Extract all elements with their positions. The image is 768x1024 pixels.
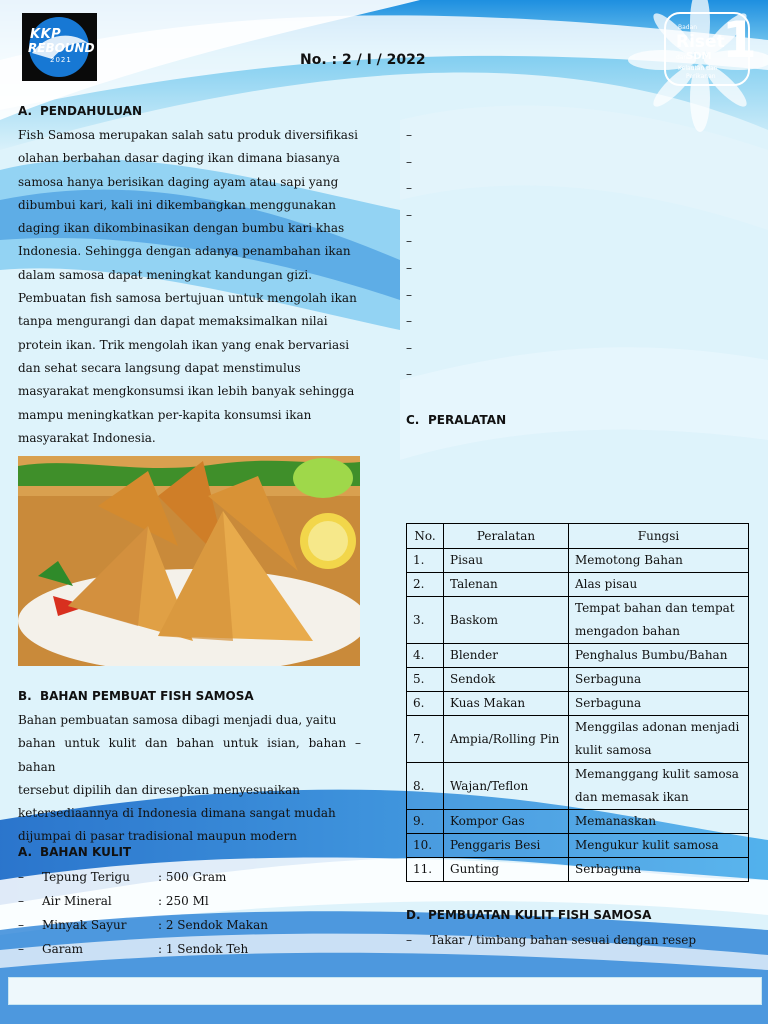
document-number: No. : 2 / I / 2022	[300, 52, 426, 68]
cell-tool: Talenan	[444, 573, 569, 597]
list-item	[406, 928, 696, 952]
right-dash-list	[406, 122, 412, 388]
heading-bahan-kulit	[18, 845, 131, 859]
paragraph-line: mampu meningkatkan per-kapita konsumsi ikan	[18, 407, 312, 422]
cell-tool: Wajan/Teflon	[444, 763, 569, 810]
ingredient-name: Air Mineral	[42, 894, 112, 908]
cell-function: Penghalus Bumbu/Bahan	[569, 644, 749, 668]
heading-title: PENDAHULUAN	[40, 104, 142, 118]
logo-perikanan: Perikanan	[686, 73, 716, 80]
samosa-illustration	[18, 456, 360, 666]
cell-tool: Kuas Makan	[444, 692, 569, 716]
paragraph-line: Indonesia. Sehingga dengan adanya penambahan ikan	[18, 244, 351, 259]
dash-bullet: –	[406, 207, 412, 222]
kkp-rebound-logo	[22, 13, 97, 81]
paragraph-line: tanpa mengurangi dan dapat memaksimalkan nilai	[18, 314, 328, 329]
table-row	[407, 573, 749, 597]
logo-line1: KKP	[30, 27, 62, 42]
dash-bullet: –	[406, 181, 412, 196]
table-row	[407, 597, 749, 644]
logo-badan: Badan	[678, 24, 698, 31]
table-row	[407, 810, 749, 834]
dash-bullet: –	[406, 314, 412, 329]
paragraph-line: tersebut dipilih dan diresepkan menyesuaikan	[18, 782, 300, 797]
cell-no: 6.	[407, 692, 444, 716]
cell-function: Serbaguna	[569, 668, 749, 692]
ingredient-qty: : 2 Sendok Makan	[158, 918, 268, 932]
list-item	[18, 889, 268, 913]
paragraph-line: olahan berbahan dasar daging ikan dimana biasanya	[18, 151, 340, 166]
ingredient-qty: : 500 Gram	[158, 870, 227, 884]
cell-no: 3.	[407, 597, 444, 644]
cell-function: Menggilas adonan menjadi kulit samosa	[569, 716, 749, 763]
heading-letter: C.	[406, 413, 420, 427]
list-item	[18, 913, 268, 937]
heading-title: PERALATAN	[428, 413, 507, 427]
column-header-no: No.	[407, 524, 444, 549]
bahan-paragraph	[18, 709, 361, 849]
paragraph-line: masyarakat mengkonsumsi ikan lebih banyak sehingga	[18, 384, 355, 399]
dash-bullet: –	[406, 128, 412, 142]
list-item	[18, 865, 268, 889]
table-row	[407, 668, 749, 692]
cell-tool: Blender	[444, 644, 569, 668]
cell-no: 9.	[407, 810, 444, 834]
cell-no: 8.	[407, 763, 444, 810]
cell-tool: Gunting	[444, 858, 569, 882]
samosa-photo	[18, 456, 360, 666]
cell-no: 5.	[407, 668, 444, 692]
cell-function: Serbaguna	[569, 858, 749, 882]
heading-letter: A.	[18, 104, 33, 118]
ingredient-qty: : 250 Ml	[158, 894, 209, 908]
dash-bullet: –	[18, 870, 24, 884]
dash-bullet: –	[406, 260, 412, 275]
ingredient-qty: : 1 Sendok Teh	[158, 942, 249, 956]
paragraph-line: protein ikan. Trik mengolah ikan yang enak bervariasi	[18, 337, 350, 352]
paragraph-line: dibumbui kari, kali ini dikembangkan menggunakan	[18, 197, 336, 212]
cell-tool: Baskom	[444, 597, 569, 644]
step-text: Takar / timbang bahan sesuai dengan resep	[430, 933, 697, 947]
cell-no: 4.	[407, 644, 444, 668]
cell-no: 7.	[407, 716, 444, 763]
table-row	[407, 692, 749, 716]
heading-title: BAHAN PEMBUAT FISH SAMOSA	[40, 689, 254, 703]
logo-riset: Riset	[676, 32, 725, 52]
cell-function: Memanggang kulit samosa dan memasak ikan	[569, 763, 749, 810]
paragraph-line: Pembuatan fish samosa bertujuan untuk mengolah ikan	[18, 291, 357, 306]
logo-kelautan: Kelautan dan	[678, 65, 718, 72]
paragraph-line: dijumpai di pasar tradisional maupun modern	[18, 829, 297, 844]
paragraph-line: samosa hanya berisikan daging ayam atau sapi yang	[18, 174, 339, 189]
cell-tool: Ampia/Rolling Pin	[444, 716, 569, 763]
heading-peralatan	[406, 413, 506, 427]
dash-bullet: –	[18, 942, 24, 956]
table-row	[407, 834, 749, 858]
logo-year: 2021	[50, 56, 72, 64]
footer-bar	[8, 977, 762, 1005]
cell-function: Tempat bahan dan tempat mengadon bahan	[569, 597, 749, 644]
bahan-kulit-list	[18, 865, 268, 961]
list-item	[18, 937, 268, 961]
heading-title: BAHAN KULIT	[40, 845, 132, 859]
paragraph-line: dalam samosa dapat meningkat kandungan gizi.	[18, 267, 313, 282]
heading-bahan-pembuat	[18, 689, 254, 703]
paragraph-line: Fish Samosa merupakan salah satu produk diversifikasi	[18, 128, 358, 142]
cell-tool: Kompor Gas	[444, 810, 569, 834]
cell-tool: Pisau	[444, 549, 569, 573]
dash-bullet: –	[406, 234, 412, 249]
logo-sdm: SDM	[686, 51, 712, 62]
paragraph-line: ketersediaannya di Indonesia dimana sangat mudah	[18, 806, 336, 821]
cell-no: 2.	[407, 573, 444, 597]
dash-bullet: –	[406, 933, 412, 947]
ingredient-name: Tepung Terigu	[42, 870, 130, 884]
dash-bullet: –	[406, 340, 412, 355]
heading-letter: D.	[406, 908, 421, 922]
paragraph-line: dan sehat secara langsung dapat menstimulus	[18, 360, 301, 375]
cell-function: Memanaskan	[569, 810, 749, 834]
dash-bullet: –	[18, 918, 24, 932]
logo-number-one: 1	[722, 11, 757, 69]
paragraph-line: bahan untuk kulit dan bahan untuk isian, bahan – bahan	[18, 736, 361, 774]
heading-letter: A.	[18, 845, 33, 859]
dash-bullet: –	[18, 894, 24, 908]
cell-no: 11.	[407, 858, 444, 882]
table-row	[407, 716, 749, 763]
cell-tool: Sendok	[444, 668, 569, 692]
table-row	[407, 644, 749, 668]
ingredient-name: Garam	[42, 942, 84, 956]
heading-pembuatan-kulit	[406, 908, 651, 922]
badan-riset-sdm-logo	[664, 11, 757, 84]
cell-function: Memotong Bahan	[569, 549, 749, 573]
logo-dan: dan	[676, 54, 688, 61]
dash-bullet: –	[406, 287, 412, 302]
table-header-row	[407, 524, 749, 549]
peralatan-table	[406, 523, 749, 882]
dash-bullet: –	[406, 154, 412, 169]
ingredient-name: Minyak Sayur	[42, 918, 127, 932]
heading-letter: B.	[18, 689, 32, 703]
cell-function: Alas pisau	[569, 573, 749, 597]
cell-no: 10.	[407, 834, 444, 858]
cell-no: 1.	[407, 549, 444, 573]
heading-title: PEMBUATAN KULIT FISH SAMOSA	[428, 908, 652, 922]
cell-function: Mengukur kulit samosa	[569, 834, 749, 858]
cell-function: Serbaguna	[569, 692, 749, 716]
column-header-fungsi: Fungsi	[569, 524, 749, 549]
column-header-peralatan: Peralatan	[444, 524, 569, 549]
paragraph-line: masyarakat Indonesia.	[18, 430, 156, 445]
table-row	[407, 763, 749, 810]
heading-pendahuluan	[18, 104, 142, 118]
table-row	[407, 858, 749, 882]
cell-tool: Penggaris Besi	[444, 834, 569, 858]
dash-bullet: –	[406, 367, 412, 382]
paragraph-line: Bahan pembuatan samosa dibagi menjadi dua, yaitu	[18, 713, 337, 727]
paragraph-line: daging ikan dikombinasikan dengan bumbu kari khas	[18, 221, 345, 236]
table-row	[407, 549, 749, 573]
logo-line2: REBOUND	[28, 41, 95, 55]
pendahuluan-paragraph	[18, 124, 361, 450]
